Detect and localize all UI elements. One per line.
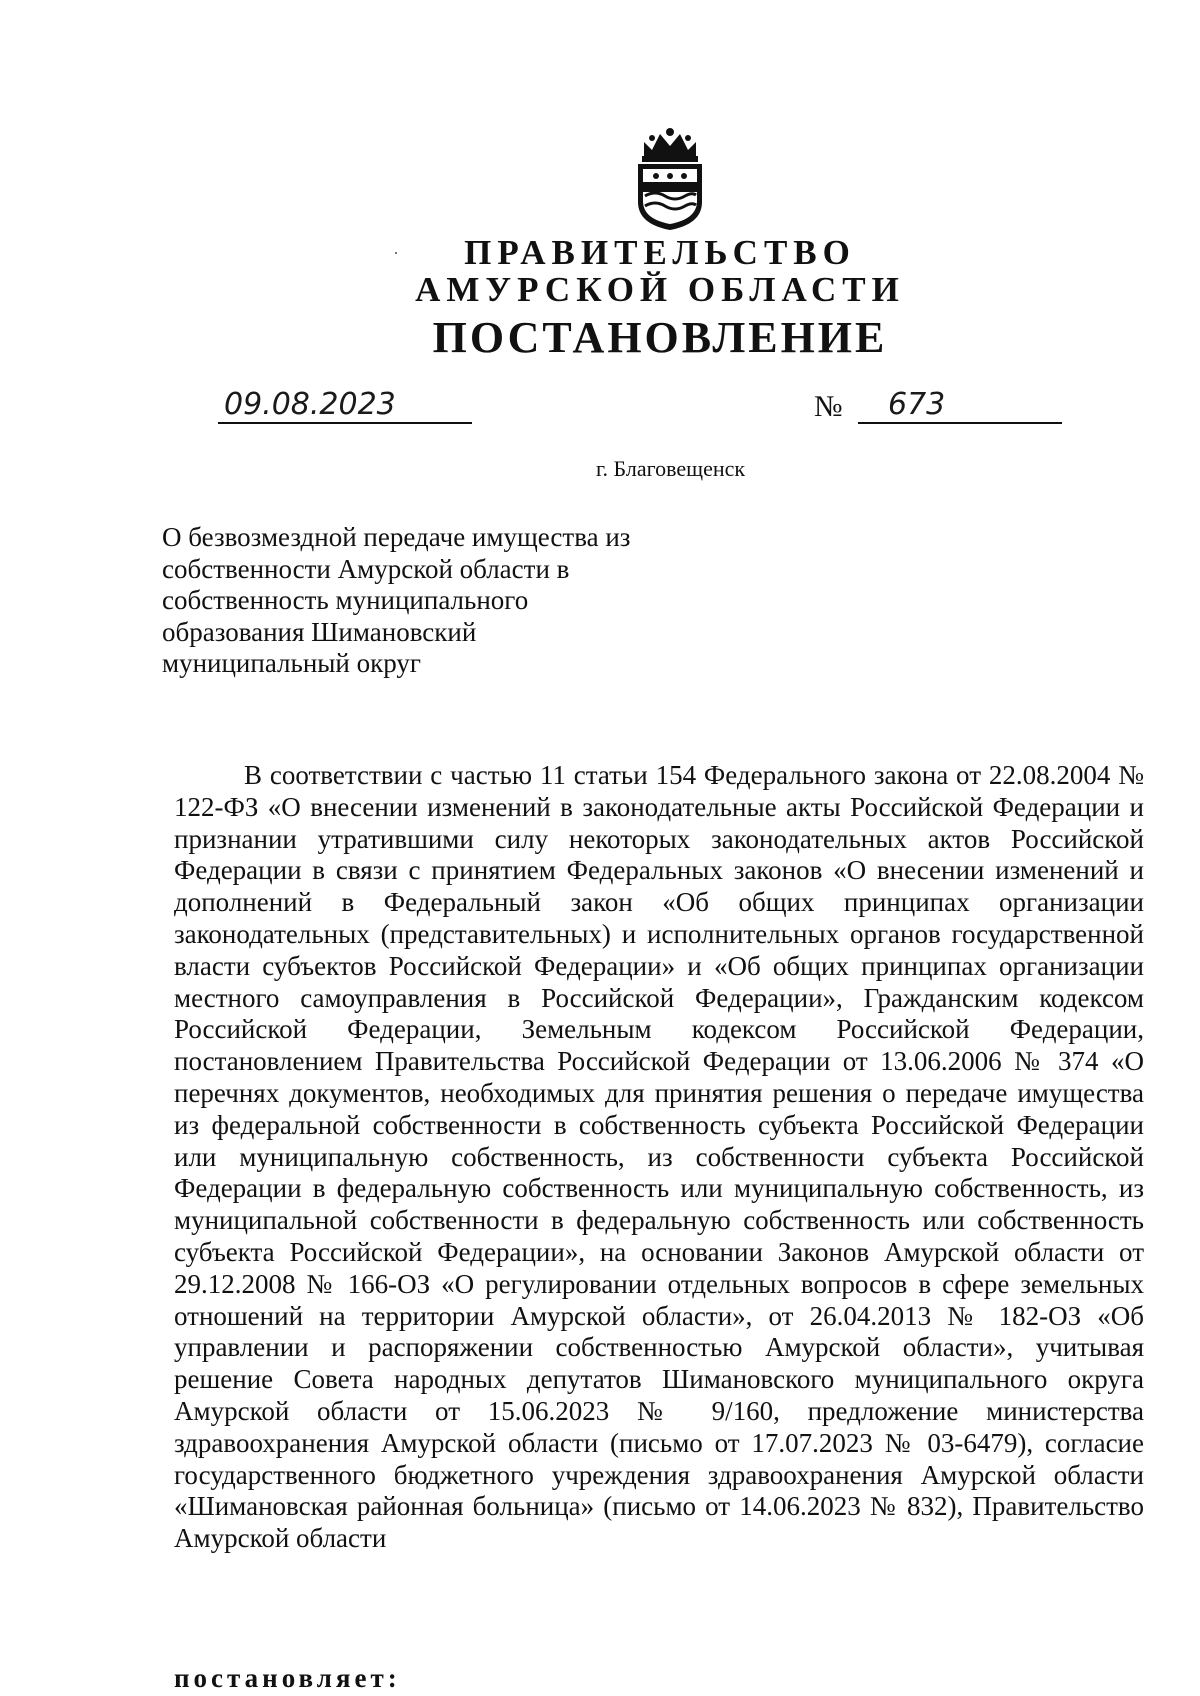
preamble-paragraph: В соответствии с частью 11 статьи 154 Федерального закона от 22.08.2004 № 122-ФЗ «О внесении изменений в законодательные акты Российской Федерации и признании утратившими силу некоторых законодательных актов Российской Федерации в связи с принятием Федеральных законов «О внесении изменений и дополнений в Федеральный закон «Об общих принципах организации законодательных (представительных) и исполнительных органов государственной власти субъектов Российской Федерации» и «Об общих принципах организации местного самоуправления в Российской Федерации», Гражданским кодексом Российской Федерации, Земельным кодексом Российской Федерации, постановлением Правительства Российской Федерации от 13.06.2006 № 374 «О перечнях документов, необходимых для принятия решения о передаче имущества из федеральной собственности в собственность субъекта Российской Федерации или муниципальную собственность, из собственности субъекта Российской Федерации в федеральную собственность или муниципальную собственность, из муниципальной собственности в федеральную собственность или собственность субъекта Российской Федерации», на основании Законов Амурской области от 29.12.2008 № 166-ОЗ «О регулировании отдельных вопросов в сфере земельных отношений на территории Амурской области», от 26.04.2013 № 182-ОЗ «Об управлении и распоряжении собственностью Амурской области», учитывая решение Совета народных депутатов Шимановского муниципального округа Амурской области от 15.06.2023 № 9/160, предложение министерства здравоохранения Амурской области (письмо от 17.07.2023 № 03-6479), согласие государственного бюджетного учреждения здравоохранения Амурской области «Шимановская районная больница» (письмо от 14.06.2023 № 832), Правительство Амурской области xyxy=(174,760,1144,1554)
resolution-keyword: постановляет: xyxy=(174,1663,401,1693)
document-number: 673 xyxy=(888,387,946,422)
issue-city: г. Благовещенск xyxy=(596,456,746,481)
document-date-field xyxy=(218,387,472,424)
document-number-field xyxy=(858,387,1062,424)
organization-name-line1: ПРАВИТЕЛЬСТВО xyxy=(464,233,856,272)
scan-speck xyxy=(395,252,397,254)
document-subject: О безвозмездной передаче имущества из собственности Амурской области в собственность муниципального образования Шимановский муниципальный округ xyxy=(162,522,631,678)
organization-name-line2: АМУРСКОЙ ОБЛАСТИ xyxy=(415,270,905,309)
amur-oblast-coat-of-arms-icon xyxy=(630,124,710,232)
document-date: 09.08.2023 xyxy=(224,387,396,422)
document-type-title: ПОСТАНОВЛЕНИЕ xyxy=(432,313,888,362)
number-sign: № xyxy=(814,390,843,423)
